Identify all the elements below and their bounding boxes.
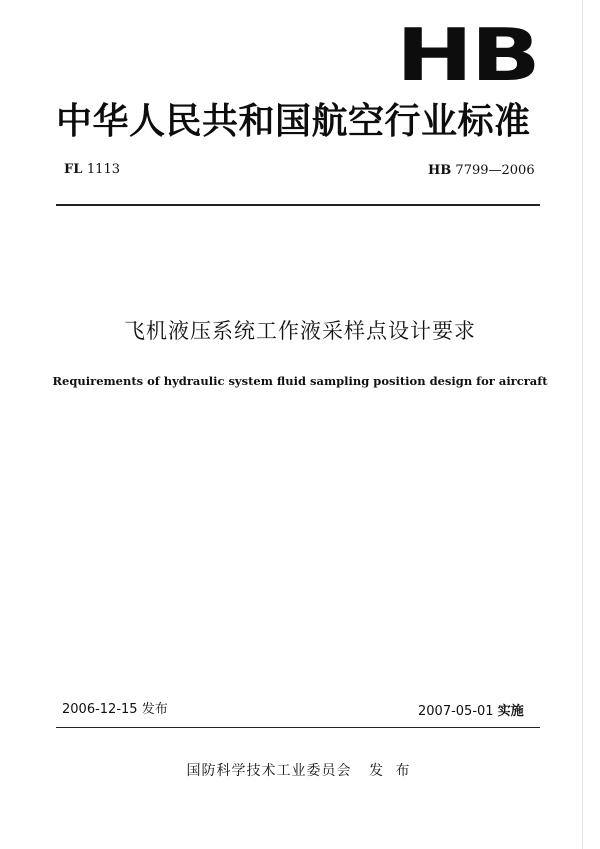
issue-date-label: 发布 bbox=[141, 702, 168, 717]
scan-edge-line bbox=[582, 0, 583, 849]
issue-date-value: 2006-12-15 bbox=[62, 702, 138, 717]
publisher bbox=[0, 760, 600, 780]
implementation-date bbox=[418, 700, 524, 719]
hb-logo: HB bbox=[396, 13, 539, 97]
standard-code-prefix: HB bbox=[428, 163, 452, 178]
document-title-english: Requirements of hydraulic system fluid sampling position design for aircraft bbox=[52, 374, 548, 388]
standard-code-number: 7799—2006 bbox=[455, 163, 535, 178]
top-divider bbox=[56, 204, 540, 206]
classification-code bbox=[64, 162, 120, 177]
issue-date bbox=[62, 698, 168, 717]
standard-title: 中华人民共和国航空行业标准 bbox=[56, 101, 531, 142]
implementation-date-label: 实施 bbox=[497, 704, 524, 719]
bottom-divider bbox=[56, 727, 540, 728]
publisher-verb: 发 布 bbox=[369, 763, 414, 779]
classification-number: 1113 bbox=[86, 162, 120, 177]
standard-code bbox=[428, 163, 535, 178]
implementation-date-value: 2007-05-01 bbox=[418, 704, 494, 719]
classification-prefix: FL bbox=[64, 162, 83, 177]
document-title-chinese: 飞机液压系统工作液采样点设计要求 bbox=[124, 319, 476, 343]
publisher-name: 国防科学技术工业委员会 bbox=[186, 763, 352, 779]
